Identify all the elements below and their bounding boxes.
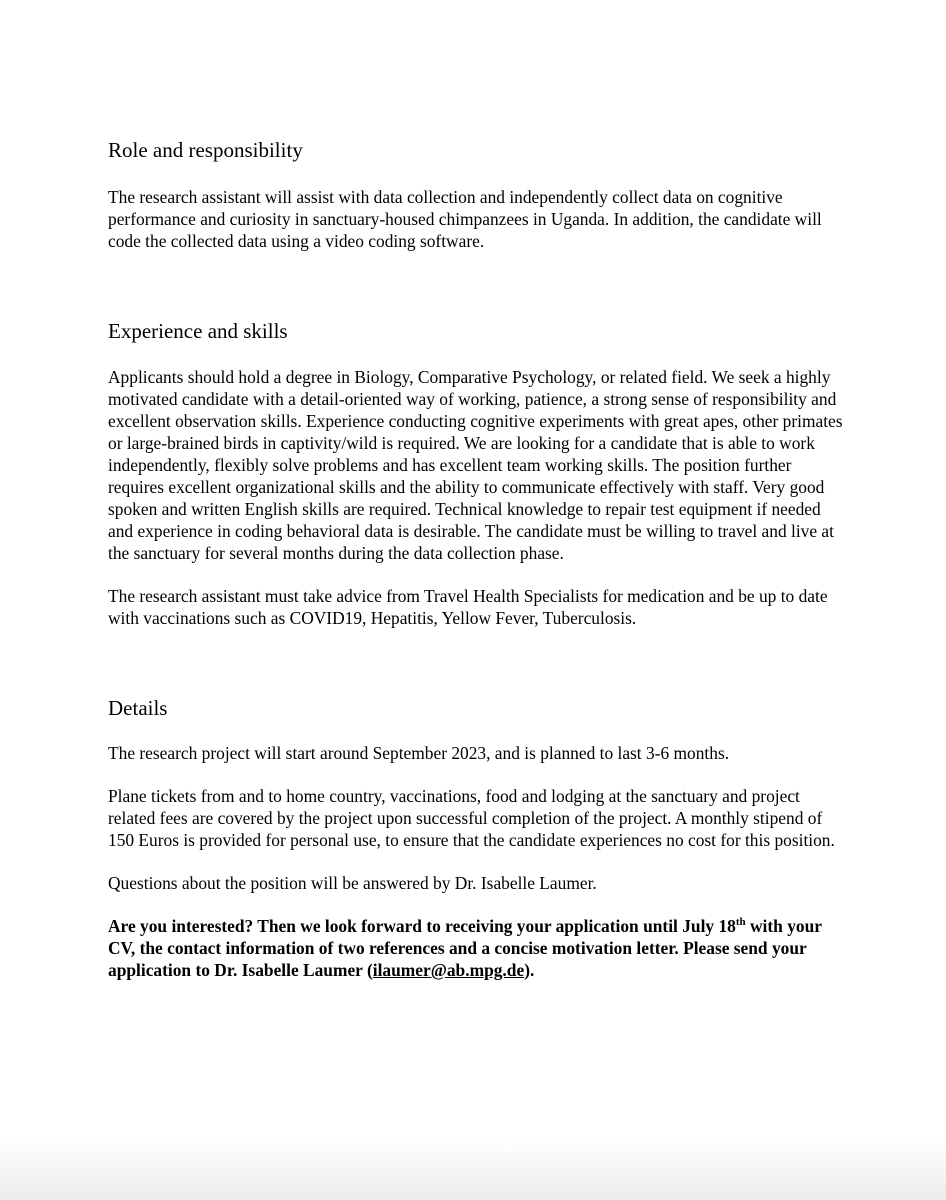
cta-superscript: th — [735, 916, 746, 929]
heading-role-and-responsibility: Role and responsibility — [108, 138, 303, 162]
paragraph-project-timeline: The research project will start around September 2023, and is planned to last 3-6 months. — [108, 743, 730, 763]
paragraph-experience-requirements: Applicants should hold a degree in Biology, Comparative Psychology, or related field. We seek a highly motivated candidate with a detail-oriented way of working, patience, a strong sense of responsibility and excellent observation skills. Experience conducting cognitive experiments with great apes, other primates or large-brained birds in captivity/wild is required. We are looking for a candidate that is able to work independently, flexibly solve problems and has excellent team working skills. The position further requires excellent organizational skills and the ability to communicate effectively with staff. Very good spoken and written English skills are required. Technical knowledge to repair test equipment if needed and experience in coding behavioral data is desirable. The candidate must be willing to travel and live at the sanctuary for several months during the data collection phase. — [108, 367, 843, 563]
paragraph-application-call — [108, 915, 848, 981]
email-link[interactable]: ilaumer@ab.mpg.de — [372, 960, 525, 980]
paragraph-role: The research assistant will assist with data collection and independently collect data on cognitive performance and curiosity in sanctuary-housed chimpanzees in Uganda. In addition, the candidate will code the collected data using a video coding software. — [108, 187, 822, 251]
cta-text-part1: Are you interested? Then we look forward to receiving your application until July 18 — [108, 916, 736, 936]
paragraph-health-requirements: The research assistant must take advice from Travel Health Specialists for medication and be up to date with vaccinations such as COVID19, Hepatitis, Yellow Fever, Tuberculosis. — [108, 586, 828, 628]
page-bottom-shadow — [0, 1140, 946, 1200]
heading-experience-and-skills: Experience and skills — [108, 319, 288, 343]
document-body — [108, 136, 848, 981]
paragraph-questions-contact: Questions about the position will be answered by Dr. Isabelle Laumer. — [108, 873, 597, 893]
heading-details: Details — [108, 696, 168, 720]
cta-text-part2: with your CV, the contact information of two references and a concise motivation letter. Please send your application to Dr. Isabelle Laumer ( — [108, 916, 822, 980]
paragraph-costs-covered: Plane tickets from and to home country, vaccinations, food and lodging at the sanctuary and project related fees are covered by the project upon successful completion of the project. A monthly stipend of 150 Euros is provided for personal use, to ensure that the candidate experiences no cost for this position. — [108, 786, 835, 850]
cta-text-part3: ). — [524, 960, 535, 980]
